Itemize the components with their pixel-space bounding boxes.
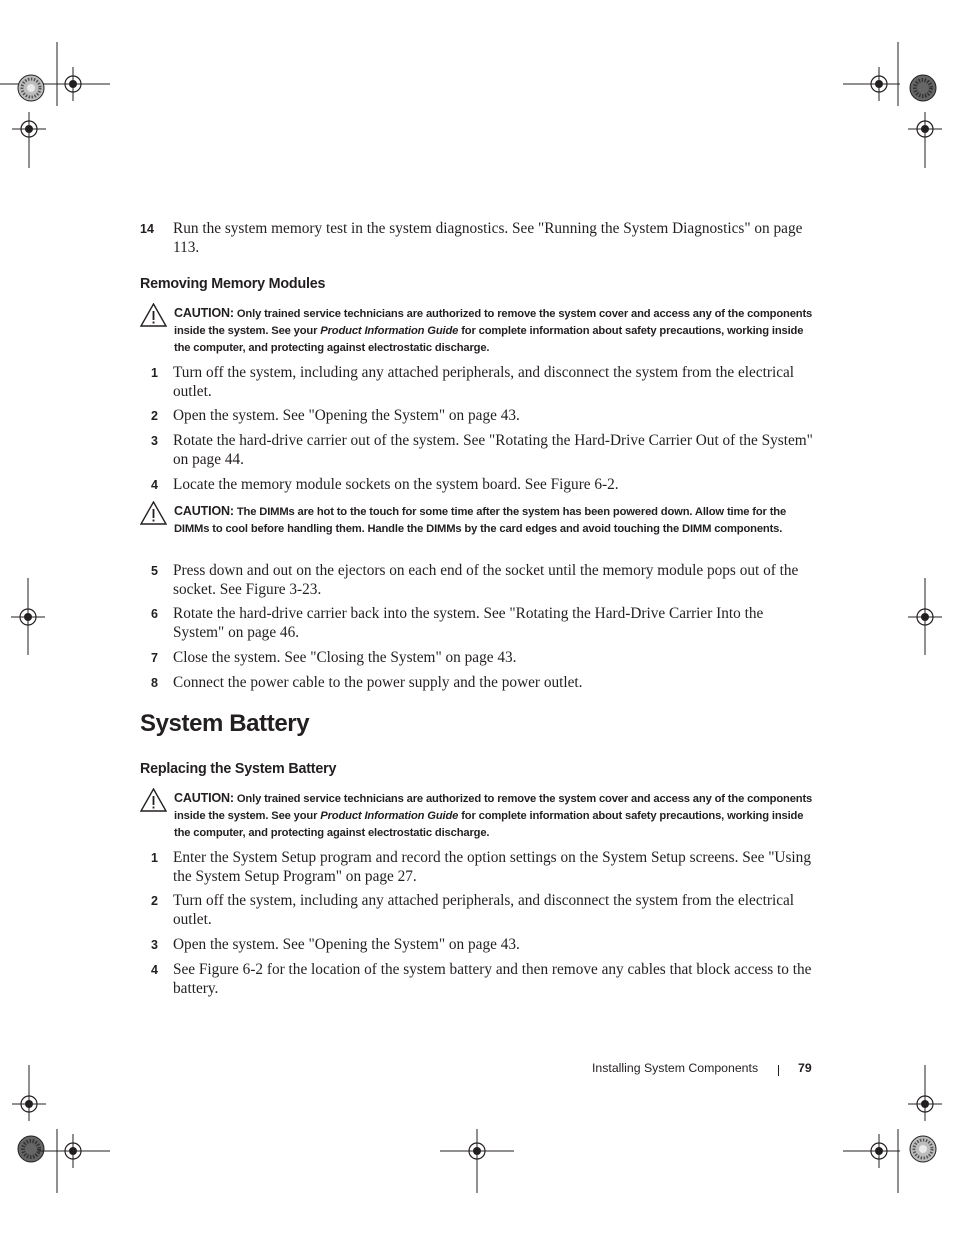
step-number: 8 <box>151 676 158 690</box>
caution-icon <box>140 303 167 327</box>
caution-body: Only trained service technicians are authorized to remove the system cover and access any of the components inside the system. See your <box>174 308 813 338</box>
caution-text <box>174 790 814 843</box>
step-text: Press down and out on the ejectors on each end of the socket until the memory module pops out of the socket. See Figure 3-23. <box>173 562 799 598</box>
step-number: 3 <box>151 434 158 448</box>
caution-label: CAUTION: <box>174 504 234 518</box>
step-text: See Figure 6-2 for the location of the system battery and then remove any cables that block access to the battery. <box>173 961 812 997</box>
step-text: Run the system memory test in the system diagnostics. See "Running the System Diagnostics" on page 113. <box>173 220 803 256</box>
guide-title: Product Information Guide <box>320 810 459 823</box>
step-text: Connect the power cable to the power supply and the power outlet. <box>173 674 583 691</box>
step-number: 6 <box>151 607 158 621</box>
guide-title: Product Information Guide <box>320 325 459 338</box>
page-number: 79 <box>798 1061 812 1075</box>
caution-icon <box>140 501 167 525</box>
step-number: 3 <box>151 938 158 952</box>
caution-label: CAUTION: <box>174 791 234 805</box>
page-footer <box>592 1061 812 1075</box>
step-number: 14 <box>140 222 154 236</box>
caution-body-end: for complete information about safety precautions, working inside the computer, and protecting against electrostatic discharge. <box>174 325 804 355</box>
step-text: Open the system. See "Opening the System" on page 43. <box>173 407 520 424</box>
caution-body: The DIMMs are hot to the touch for some time after the system has been powered down. Allow time for the DIMMs to cool before handling them. Handle the DIMMs by the card edges and avoid touching the DIMM components. <box>174 506 787 536</box>
step-number: 2 <box>151 894 158 908</box>
step-text: Turn off the system, including any attached peripherals, and disconnect the system from the electrical outlet. <box>173 892 795 928</box>
section-title-system-battery: System Battery <box>140 710 310 737</box>
step-number: 5 <box>151 564 158 578</box>
step-number: 1 <box>151 851 158 865</box>
step-text: Open the system. See "Opening the System" on page 43. <box>173 936 520 953</box>
step-number: 7 <box>151 651 158 665</box>
step-text: Locate the memory module sockets on the system board. See Figure 6-2. <box>173 476 619 493</box>
caution-icon <box>140 788 167 812</box>
step-text: Enter the System Setup program and record the option settings on the System Setup screens. See "Using the System Setup Program" on page 27. <box>173 849 811 885</box>
step-text: Rotate the hard-drive carrier out of the system. See "Rotating the Hard-Drive Carrier Out of the System" on page 44. <box>173 432 813 468</box>
step-text: Turn off the system, including any attached peripherals, and disconnect the system from the electrical outlet. <box>173 364 795 400</box>
caution-text <box>174 503 814 538</box>
caution-body-end: for complete information about safety precautions, working inside the computer, and protecting against electrostatic discharge. <box>174 810 804 840</box>
footer-divider <box>778 1065 779 1076</box>
step-text: Rotate the hard-drive carrier back into the system. See "Rotating the Hard-Drive Carrier Into the System" on page 46. <box>173 605 764 641</box>
footer-chapter-title: Installing System Components <box>592 1061 759 1075</box>
caution-text <box>174 305 814 358</box>
section-heading-replacing-battery: Replacing the System Battery <box>140 761 337 777</box>
step-number: 1 <box>151 366 158 380</box>
step-number: 4 <box>151 478 158 492</box>
step-number: 2 <box>151 409 158 423</box>
step-number: 4 <box>151 963 158 977</box>
step-text: Close the system. See "Closing the System" on page 43. <box>173 649 517 666</box>
section-heading-removing-memory: Removing Memory Modules <box>140 276 326 292</box>
caution-body: Only trained service technicians are authorized to remove the system cover and access any of the components inside the system. See your <box>174 793 813 823</box>
caution-label: CAUTION: <box>174 306 234 320</box>
